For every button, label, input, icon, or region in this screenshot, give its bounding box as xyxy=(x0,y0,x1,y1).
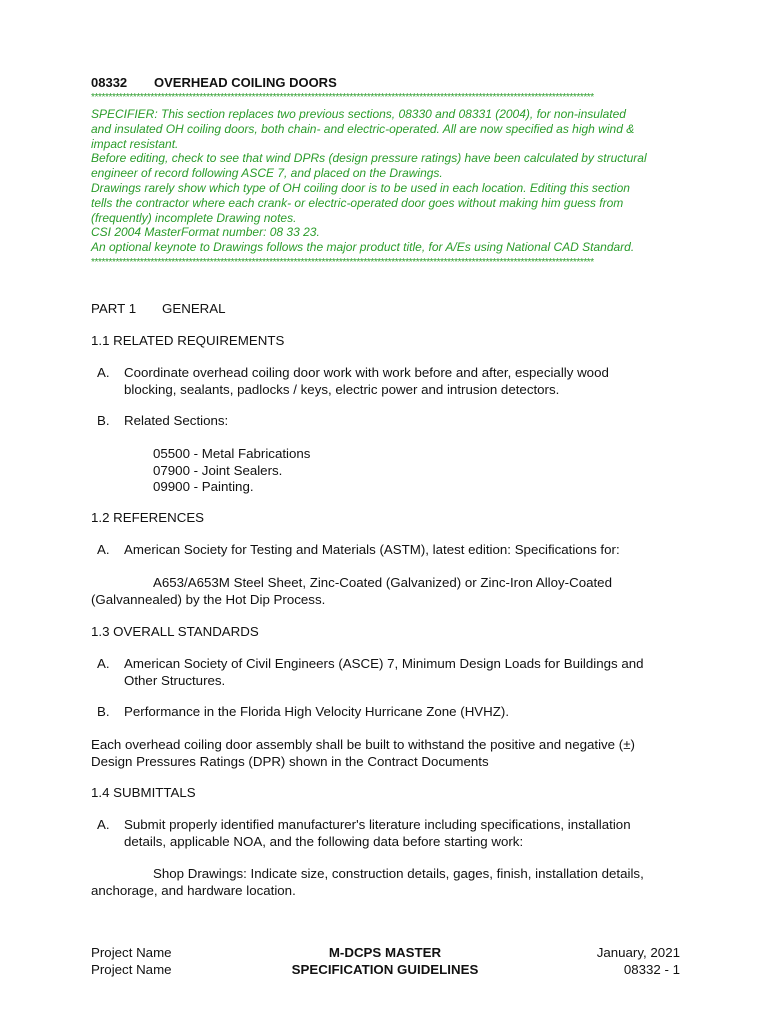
item-text: Performance in the Florida High Velocity Hurricane Zone (HVHZ). xyxy=(124,704,510,719)
item-text: Coordinate overhead coiling door work with work before and after, especially wood xyxy=(124,365,609,380)
item-letter: B. xyxy=(97,413,110,428)
note-line: Before editing, check to see that wind DPRs (design pressure ratings) have been calculated by structural xyxy=(91,151,647,166)
item-text: Related Sections: xyxy=(124,413,229,428)
note-line: (frequently) incomplete Drawing notes. xyxy=(91,210,297,225)
reference-text: A653/A653M Steel Sheet, Zinc-Coated (Galvanized) or Zinc-Iron Alloy-Coated xyxy=(153,575,612,590)
note-line: SPECIFIER: This section replaces two previous sections, 08330 and 08331 (2004), for non-insulated xyxy=(91,107,626,121)
item-letter: A. xyxy=(97,542,110,557)
footer-date-page xyxy=(597,945,680,978)
design-pressure-paragraph xyxy=(91,737,691,770)
related-section: 05500 - Metal Fabrications xyxy=(153,446,311,461)
paragraph-text: Design Pressures Ratings (DPR) shown in the Contract Documents xyxy=(91,753,489,769)
note-line: impact resistant. xyxy=(91,136,179,151)
note-line: CSI 2004 MasterFormat number: 08 33 23. xyxy=(91,225,320,240)
section-title xyxy=(91,75,337,90)
item-letter: A. xyxy=(97,817,110,832)
related-sections-list xyxy=(153,446,310,496)
paragraph-text: Each overhead coiling door assembly shall be built to withstand the positive and negative (±) xyxy=(91,737,635,752)
item-letter: A. xyxy=(97,656,110,671)
heading-submittals: 1.4 SUBMITTALS xyxy=(91,785,196,800)
specifier-note xyxy=(91,107,691,255)
item-text: Other Structures. xyxy=(124,672,226,688)
note-line: engineer of record following ASCE 7, and placed on the Drawings. xyxy=(91,166,443,181)
heading-overall-standards: 1.3 OVERALL STANDARDS xyxy=(91,624,259,639)
item-letter: A. xyxy=(97,365,110,380)
part-label: PART 1 xyxy=(91,301,137,316)
related-section: 09900 - Painting. xyxy=(153,479,254,494)
note-line: An optional keynote to Drawings follows the major product title, for A/Es using National CAD Standard. xyxy=(91,240,635,255)
footer-page-number: 08332 - 1 xyxy=(623,961,680,977)
footer-guidelines xyxy=(225,945,545,978)
note-line: tells the contractor where each crank- or electric-operated door goes without making him guess from xyxy=(91,195,624,210)
footer-project xyxy=(91,945,172,978)
shop-drawings-paragraph xyxy=(91,866,691,899)
footer-project-name: Project Name xyxy=(91,961,172,977)
reference-paragraph xyxy=(91,575,691,608)
item-text: American Society for Testing and Materials (ASTM), latest edition: Specifications for: xyxy=(124,542,620,557)
part-heading xyxy=(91,301,691,318)
section-number: 08332 xyxy=(91,75,128,90)
section-name: OVERHEAD COILING DOORS xyxy=(154,75,337,90)
note-line: and insulated OH coiling doors, both chain- and electric-operated. All are now specified as high wind & xyxy=(91,121,635,136)
item-text: details, applicable NOA, and the following data before starting work: xyxy=(124,833,524,849)
footer-guidelines-line: SPECIFICATION GUIDELINES xyxy=(291,961,479,977)
paragraph-text: Shop Drawings: Indicate size, construction details, gages, finish, installation details, xyxy=(153,866,644,881)
footer-guidelines-line: M-DCPS MASTER xyxy=(328,945,442,960)
paragraph-text: anchorage, and hardware location. xyxy=(91,882,296,898)
separator-top: ************************************************************************************************************************************************ xyxy=(91,92,594,103)
note-line: Drawings rarely show which type of OH coiling door is to be used in each location. Editing this section xyxy=(91,180,630,195)
footer-date: January, 2021 xyxy=(596,945,680,960)
item-letter: B. xyxy=(97,704,110,719)
reference-text: (Galvannealed) by the Hot Dip Process. xyxy=(91,591,326,607)
part-title: GENERAL xyxy=(162,301,226,316)
footer-project-name: Project Name xyxy=(91,945,172,960)
item-text: Submit properly identified manufacturer's literature including specifications, installation xyxy=(124,817,631,832)
item-text: blocking, sealants, padlocks / keys, electric power and intrusion detectors. xyxy=(124,381,560,397)
heading-references: 1.2 REFERENCES xyxy=(91,510,205,525)
separator-bottom: ************************************************************************************************************************************************ xyxy=(91,257,594,268)
item-text: American Society of Civil Engineers (ASCE) 7, Minimum Design Loads for Buildings and xyxy=(124,656,644,671)
heading-related-requirements: 1.1 RELATED REQUIREMENTS xyxy=(91,333,285,348)
related-section: 07900 - Joint Sealers. xyxy=(153,462,283,478)
